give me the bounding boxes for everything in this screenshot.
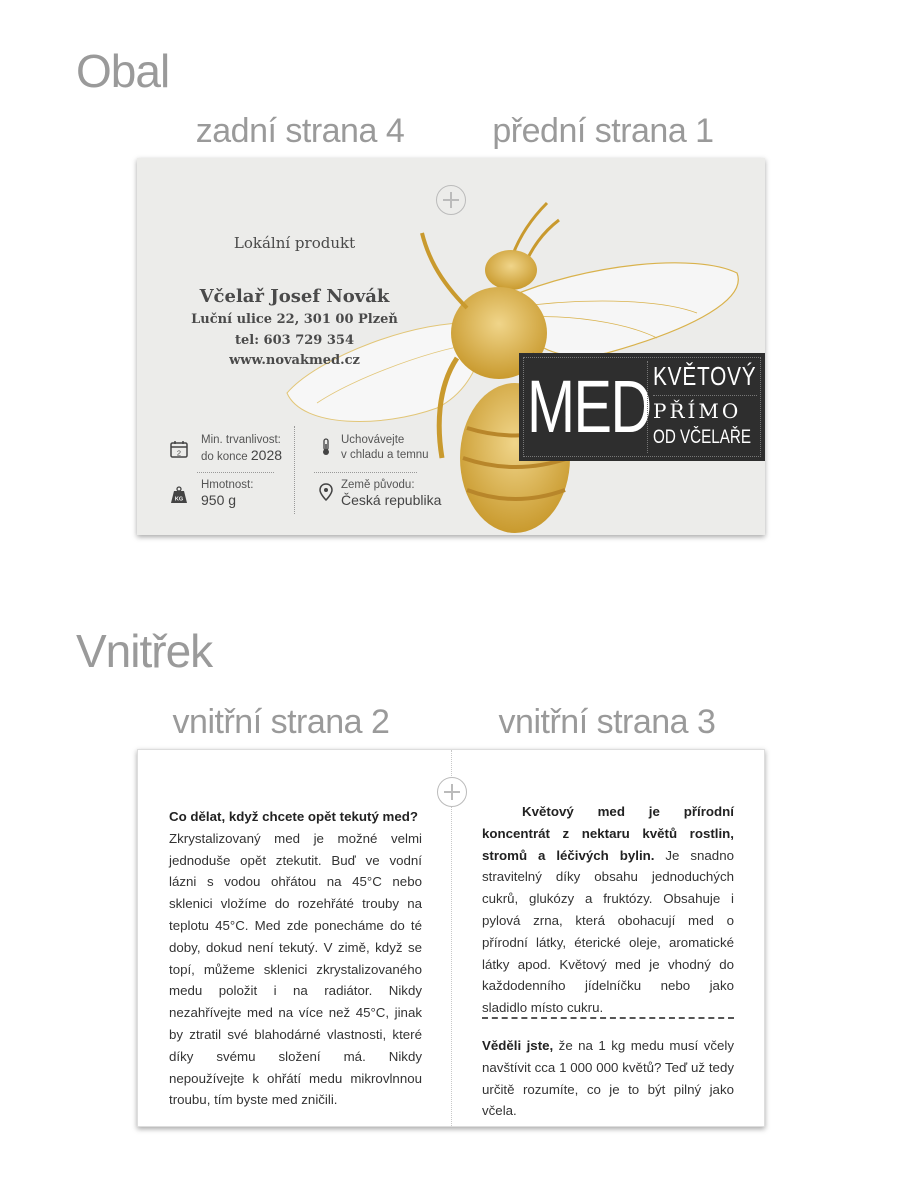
calendar-day: 2 <box>176 448 182 458</box>
expiry-label: Min. trvanlivost: <box>201 434 281 446</box>
weight-icon-text: KG <box>174 496 184 503</box>
thermometer-icon <box>317 438 335 456</box>
weight-label: Hmotnost: <box>201 479 254 491</box>
inner3-side-label: vnitřní strana 3 <box>498 703 716 741</box>
med-line3: OD VČELAŘE <box>653 427 751 448</box>
origin-value: Česká republika <box>341 492 442 508</box>
info-divider-vertical <box>294 426 295 514</box>
med-label-box <box>519 353 765 461</box>
storage-info <box>341 433 429 463</box>
origin-label: Země původu: <box>341 479 415 491</box>
back-side-label: zadní strana 4 <box>195 112 405 150</box>
inner2-text <box>169 806 422 1111</box>
front-side-label: přední strana 1 <box>492 112 714 150</box>
address-text: Luční ulice 22, 301 00 Plzeň <box>191 312 398 327</box>
inside-heading: Vnitřek <box>76 625 213 677</box>
inner3-fact-body: že na 1 kg medu musí včely navštívit cca 1 000 000 květů? Teď už tedy určitě rozumíte, co je to být pilný jako včela. <box>482 1038 734 1119</box>
expiry-year: 2028 <box>250 447 283 463</box>
inner3-intro-body: Je snadno stravitelný díky obsahu jednoduchých cukrů, glukózy a fruktózy. Obsahuje i pylová zrna, která obohacují med o přírodní látky, éterické oleje, aromatické látky apod. Květový med je vhodný do každodenního jídelníčku nebo jako sladidlo místo cukru. <box>482 847 734 1016</box>
beekeeper-name: Včelař Josef Novák <box>199 286 390 307</box>
phone-text: tel: 603 729 354 <box>235 333 354 348</box>
origin-info <box>341 478 441 508</box>
local-product-text: Lokální produkt <box>233 234 356 252</box>
website-text: www.novakmed.cz <box>229 353 360 368</box>
info-divider-left <box>197 472 274 473</box>
med-big-text: MED <box>527 365 651 448</box>
inner2-body: Zkrystalizovaný med je možné velmi jednoduše opět ztekutit. Buď ve vodní lázni s vodou ohřátou na 45°C nebo sklenici vložíme do rozehřáté trouby na teplotu 45°C. Med zde ponecháme do té doby, dokud není tekutý. V zimě, když se topí, můžeme sklenici zkrystalizovaného medu položit i na radiátor. Nikdy nezahřívejte med na více než 45°C, jinak by ztratil své blahodárné vlastnosti, které díky svému složení má. Nikdy nepoužívejte k ohřátí medu mikrovlnnou troubu, tím byste med zničili. <box>169 830 422 1108</box>
inner2-question: Co dělat, když chcete opět tekutý med? <box>169 809 419 824</box>
cover-heading: Obal <box>76 45 170 97</box>
cover-card <box>137 158 765 535</box>
expiry-prefix: do konce <box>201 451 251 463</box>
storage-line1: Uchovávejte <box>341 434 405 446</box>
registration-mark <box>436 185 466 215</box>
weight-info <box>201 478 253 508</box>
inside-card <box>137 749 765 1127</box>
inner3-divider <box>482 1017 734 1019</box>
weight-icon <box>170 486 188 504</box>
med-line2: PŘÍMO <box>653 399 742 423</box>
location-pin-icon <box>317 483 335 501</box>
inner3-intro-bold: Květový med je přírodní koncentrát z nektaru květů rostlin, stromů a léčivých bylin. <box>482 804 734 863</box>
inner3-fact <box>482 1035 734 1122</box>
inner3-fact-bold: Věděli jste, <box>482 1038 554 1053</box>
info-divider-right <box>314 472 417 473</box>
med-line1: KVĚTOVÝ <box>653 361 757 391</box>
calendar-icon <box>170 440 188 458</box>
registration-mark-inside <box>437 777 467 807</box>
weight-value: 950 g <box>201 492 237 508</box>
inner2-side-label: vnitřní strana 2 <box>172 703 390 741</box>
expiry-info <box>201 433 282 465</box>
storage-line2: v chladu a temnu <box>341 449 429 461</box>
inner3-text <box>482 801 734 1019</box>
